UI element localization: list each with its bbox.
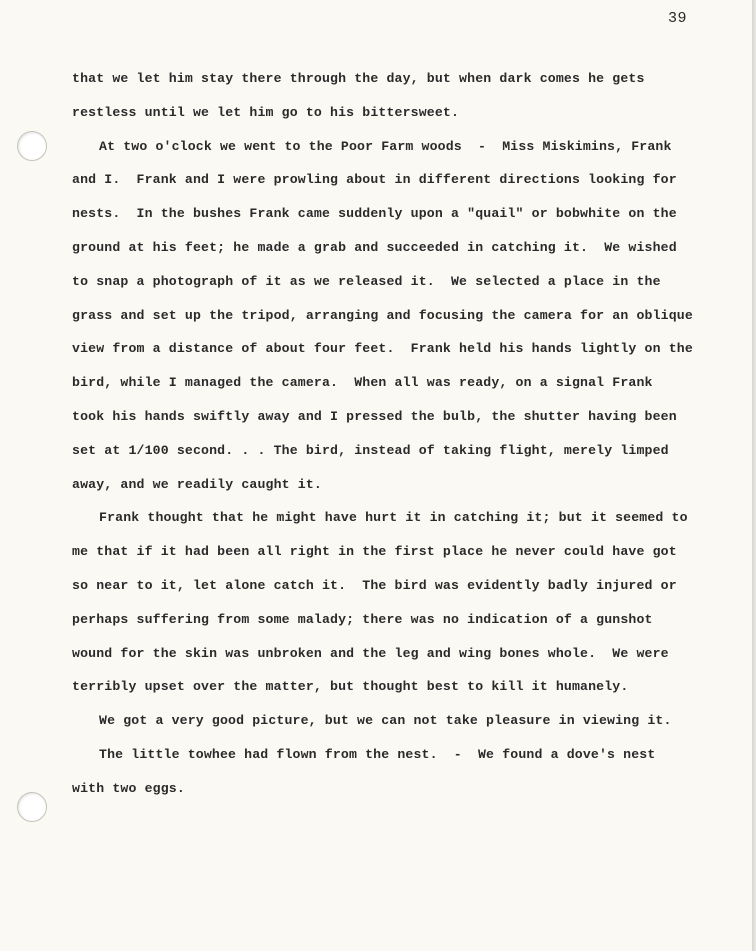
text-line: nests. In the bushes Frank came suddenly upon a "quail" or bobwhite on the [72,206,677,222]
text-line: At two o'clock we went to the Poor Farm woods - Miss Miskimins, Frank [99,138,672,154]
binder-hole-bottom [17,792,47,822]
typed-text-body [72,62,732,806]
text-line: The little towhee had flown from the nest. - We found a dove's nest [99,746,656,762]
text-line: grass and set up the tripod, arranging and focusing the camera for an oblique [72,307,693,323]
text-line: We got a very good picture, but we can not take pleasure in viewing it. [99,713,672,729]
text-line: and I. Frank and I were prowling about in different directions looking for [72,172,677,188]
text-line: me that if it had been all right in the first place he never could have got [72,544,677,560]
text-line: perhaps suffering from some malady; there was no indication of a gunshot [72,611,653,627]
text-line: terribly upset over the matter, but thought best to kill it humanely. [72,679,629,695]
text-line: ground at his feet; he made a grab and succeeded in catching it. We wished [72,239,677,255]
text-line: Frank thought that he might have hurt it in catching it; but it seemed to [99,510,688,526]
text-line: that we let him stay there through the day, but when dark comes he gets [72,71,645,86]
text-line: away, and we readily caught it. [72,476,322,492]
page-number: 39 [668,10,688,27]
text-line: view from a distance of about four feet. Frank held his hands lightly on the [72,341,693,357]
binder-hole-top [17,131,47,161]
text-line: set at 1/100 second. . . The bird, instead of taking flight, merely limped [72,442,669,458]
text-line: so near to it, let alone catch it. The bird was evidently badly injured or [72,577,677,593]
text-line: took his hands swiftly away and I pressed the bulb, the shutter having been [72,408,677,424]
text-line: wound for the skin was unbroken and the leg and wing bones whole. We were [72,645,669,661]
text-line: bird, while I managed the camera. When all was ready, on a signal Frank [72,375,653,391]
text-line: with two eggs. [72,780,185,796]
text-line: restless until we let him go to his bittersweet. [72,104,460,120]
text-line: to snap a photograph of it as we released it. We selected a place in the [72,273,661,289]
